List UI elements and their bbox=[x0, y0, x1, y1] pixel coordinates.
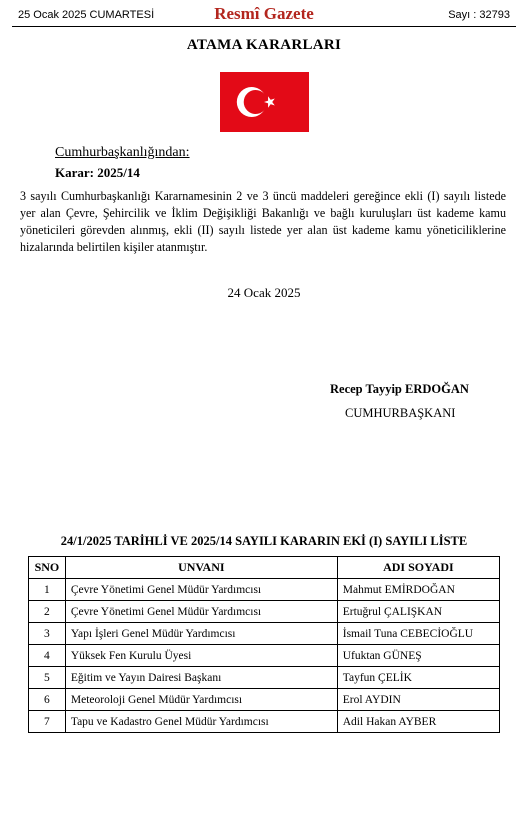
row-sno: 3 bbox=[29, 623, 66, 645]
table-row bbox=[29, 601, 500, 623]
signer-title: CUMHURBAŞKANI bbox=[345, 406, 456, 420]
table-row bbox=[29, 689, 500, 711]
signer-name: Recep Tayyip ERDOĞAN bbox=[330, 382, 469, 396]
row-sno: 2 bbox=[29, 601, 66, 623]
row-sno: 1 bbox=[29, 579, 66, 601]
decision-date: 24 Ocak 2025 bbox=[227, 285, 301, 300]
header-divider bbox=[12, 26, 516, 27]
row-name: Adil Hakan AYBER bbox=[337, 711, 499, 733]
row-title: Tapu ve Kadastro Genel Müdür Yardımcısı bbox=[65, 711, 337, 733]
column-header-name: ADI SOYADI bbox=[337, 557, 499, 579]
column-header-sno: SNO bbox=[29, 557, 66, 579]
issue-number: Sayı : 32793 bbox=[448, 9, 510, 21]
decision-body-text: 3 sayılı Cumhurbaşkanlığı Kararnamesinin 2 ve 3 üncü maddeleri gereğince ekli (I) sayılı listede yer alan Çevre, Şehircilik ve İklim Değişikliği Bakanlığı ve bağlı kuruluşları üst kademe kamu yöneticileri görevden alınmış, ekli (II) sayılı listede yer alan üst kademe kamu yöneticiliklerine hizalarında belirtilen kişiler atanmıştır. bbox=[20, 189, 506, 254]
table-row bbox=[29, 711, 500, 733]
row-title: Eğitim ve Yayın Dairesi Başkanı bbox=[65, 667, 337, 689]
table-row bbox=[29, 645, 500, 667]
decision-number: Karar: 2025/14 bbox=[55, 165, 140, 180]
row-name: Ertuğrul ÇALIŞKAN bbox=[337, 601, 499, 623]
table-header-row bbox=[29, 557, 500, 579]
turkish-flag-icon bbox=[220, 72, 309, 132]
table-row bbox=[29, 667, 500, 689]
list-title: 24/1/2025 TARİHLİ VE 2025/14 SAYILI KARARIN EKİ (I) SAYILI LİSTE bbox=[60, 534, 468, 548]
row-sno: 5 bbox=[29, 667, 66, 689]
table-row bbox=[29, 623, 500, 645]
gazette-name: Resmî Gazete bbox=[214, 4, 314, 23]
row-sno: 7 bbox=[29, 711, 66, 733]
column-header-title: UNVANI bbox=[65, 557, 337, 579]
row-title: Çevre Yönetimi Genel Müdür Yardımcısı bbox=[65, 601, 337, 623]
row-title: Yapı İşleri Genel Müdür Yardımcısı bbox=[65, 623, 337, 645]
table-row bbox=[29, 579, 500, 601]
gazette-header bbox=[12, 4, 516, 26]
issuer-heading: Cumhurbaşkanlığından: bbox=[55, 145, 190, 160]
row-title: Yüksek Fen Kurulu Üyesi bbox=[65, 645, 337, 667]
row-name: Mahmut EMİRDOĞAN bbox=[337, 579, 499, 601]
page-title: ATAMA KARARLARI bbox=[186, 37, 342, 53]
row-name: İsmail Tuna CEBECİOĞLU bbox=[337, 623, 499, 645]
row-sno: 4 bbox=[29, 645, 66, 667]
header-date: 25 Ocak 2025 CUMARTESİ bbox=[18, 9, 155, 21]
row-sno: 6 bbox=[29, 689, 66, 711]
row-title: Çevre Yönetimi Genel Müdür Yardımcısı bbox=[65, 579, 337, 601]
row-name: Tayfun ÇELİK bbox=[337, 667, 499, 689]
row-title: Meteoroloji Genel Müdür Yardımcısı bbox=[65, 689, 337, 711]
row-name: Ufuktan GÜNEŞ bbox=[337, 645, 499, 667]
row-name: Erol AYDIN bbox=[337, 689, 499, 711]
appointment-list-table bbox=[28, 556, 500, 733]
